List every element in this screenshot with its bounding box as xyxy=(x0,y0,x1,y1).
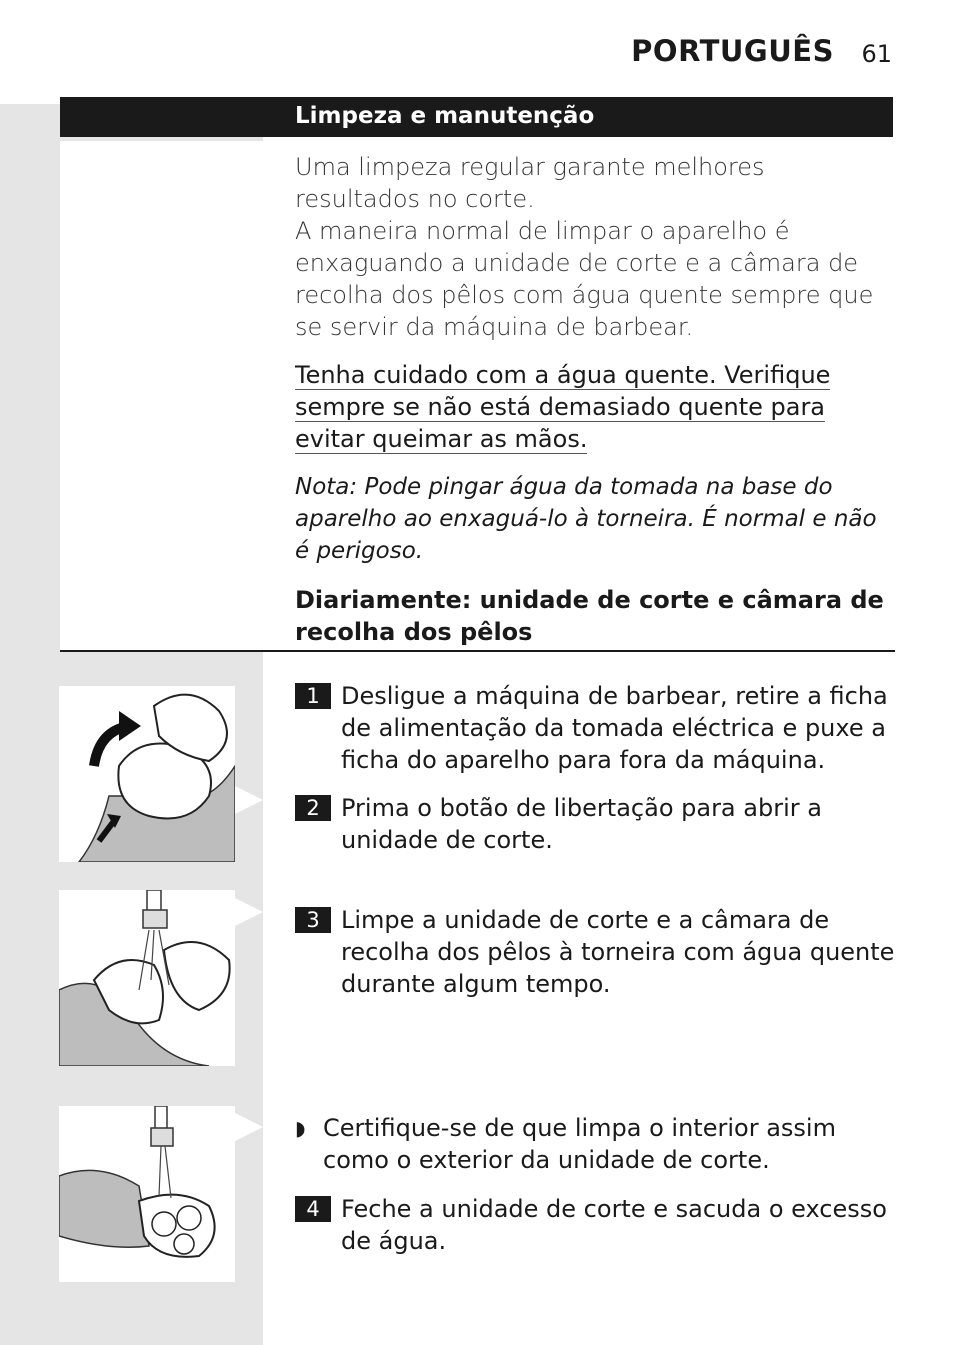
section-title: Limpeza e manutenção xyxy=(295,103,595,129)
section-divider xyxy=(60,650,895,652)
step-2 xyxy=(295,792,895,856)
step-number: 1 xyxy=(295,683,331,709)
step-number: 4 xyxy=(295,1196,331,1222)
step-number: 2 xyxy=(295,795,331,821)
page-number: 61 xyxy=(861,40,892,68)
step-3 xyxy=(295,904,895,1000)
step-4 xyxy=(295,1193,895,1257)
step-number: 3 xyxy=(295,907,331,933)
step-text: Feche a unidade de corte e sacuda o excesso de água. xyxy=(341,1195,887,1255)
illustration-pointer xyxy=(235,1113,263,1141)
margin-blank-area xyxy=(60,141,263,651)
intro-paragraph xyxy=(295,151,895,343)
step-text: Desligue a máquina de barbear, retire a ficha de alimentação da tomada eléctrica e puxe a ficha do aparelho para fora da máquina. xyxy=(341,682,888,774)
shaver-open-head-icon xyxy=(59,686,235,862)
illustration-pointer xyxy=(235,786,263,814)
note-paragraph: Nota: Pode pingar água da tomada na base do aparelho ao enxaguá-lo à torneira. É normal e não é perigoso. xyxy=(295,474,877,564)
shaver-rinse-tap-icon xyxy=(59,890,235,1066)
step-text: Limpe a unidade de corte e a câmara de recolha dos pêlos à torneira com água quente durante algum tempo. xyxy=(341,906,895,998)
bullet-icon: ◗ xyxy=(295,1116,306,1140)
warning-paragraph xyxy=(295,359,895,455)
bullet-text: Certifique-se de que limpa o interior assim como o exterior da unidade de corte. xyxy=(323,1114,836,1174)
intro-line-1: Uma limpeza regular garante melhores resultados no corte. xyxy=(295,153,765,213)
section-title-bar xyxy=(60,97,893,137)
step-text: Prima o botão de libertação para abrir a unidade de corte. xyxy=(341,794,822,854)
intro-line-2: A maneira normal de limpar o aparelho é enxaguando a unidade de corte e a câmara de recolha dos pêlos com água quente sempre que se servir da máquina de barbear. xyxy=(295,217,874,341)
bullet-item xyxy=(295,1112,895,1176)
subheading: Diariamente: unidade de corte e câmara de recolha dos pêlos xyxy=(295,586,884,646)
step-1 xyxy=(295,680,895,776)
shaver-rinse-closed-icon xyxy=(59,1106,235,1282)
language-heading: PORTUGUÊS xyxy=(631,34,834,68)
warning-text: Tenha cuidado com a água quente. Verifique sempre se não está demasiado quente para evitar queimar as mãos. xyxy=(295,361,831,453)
illustration-pointer xyxy=(235,898,263,926)
